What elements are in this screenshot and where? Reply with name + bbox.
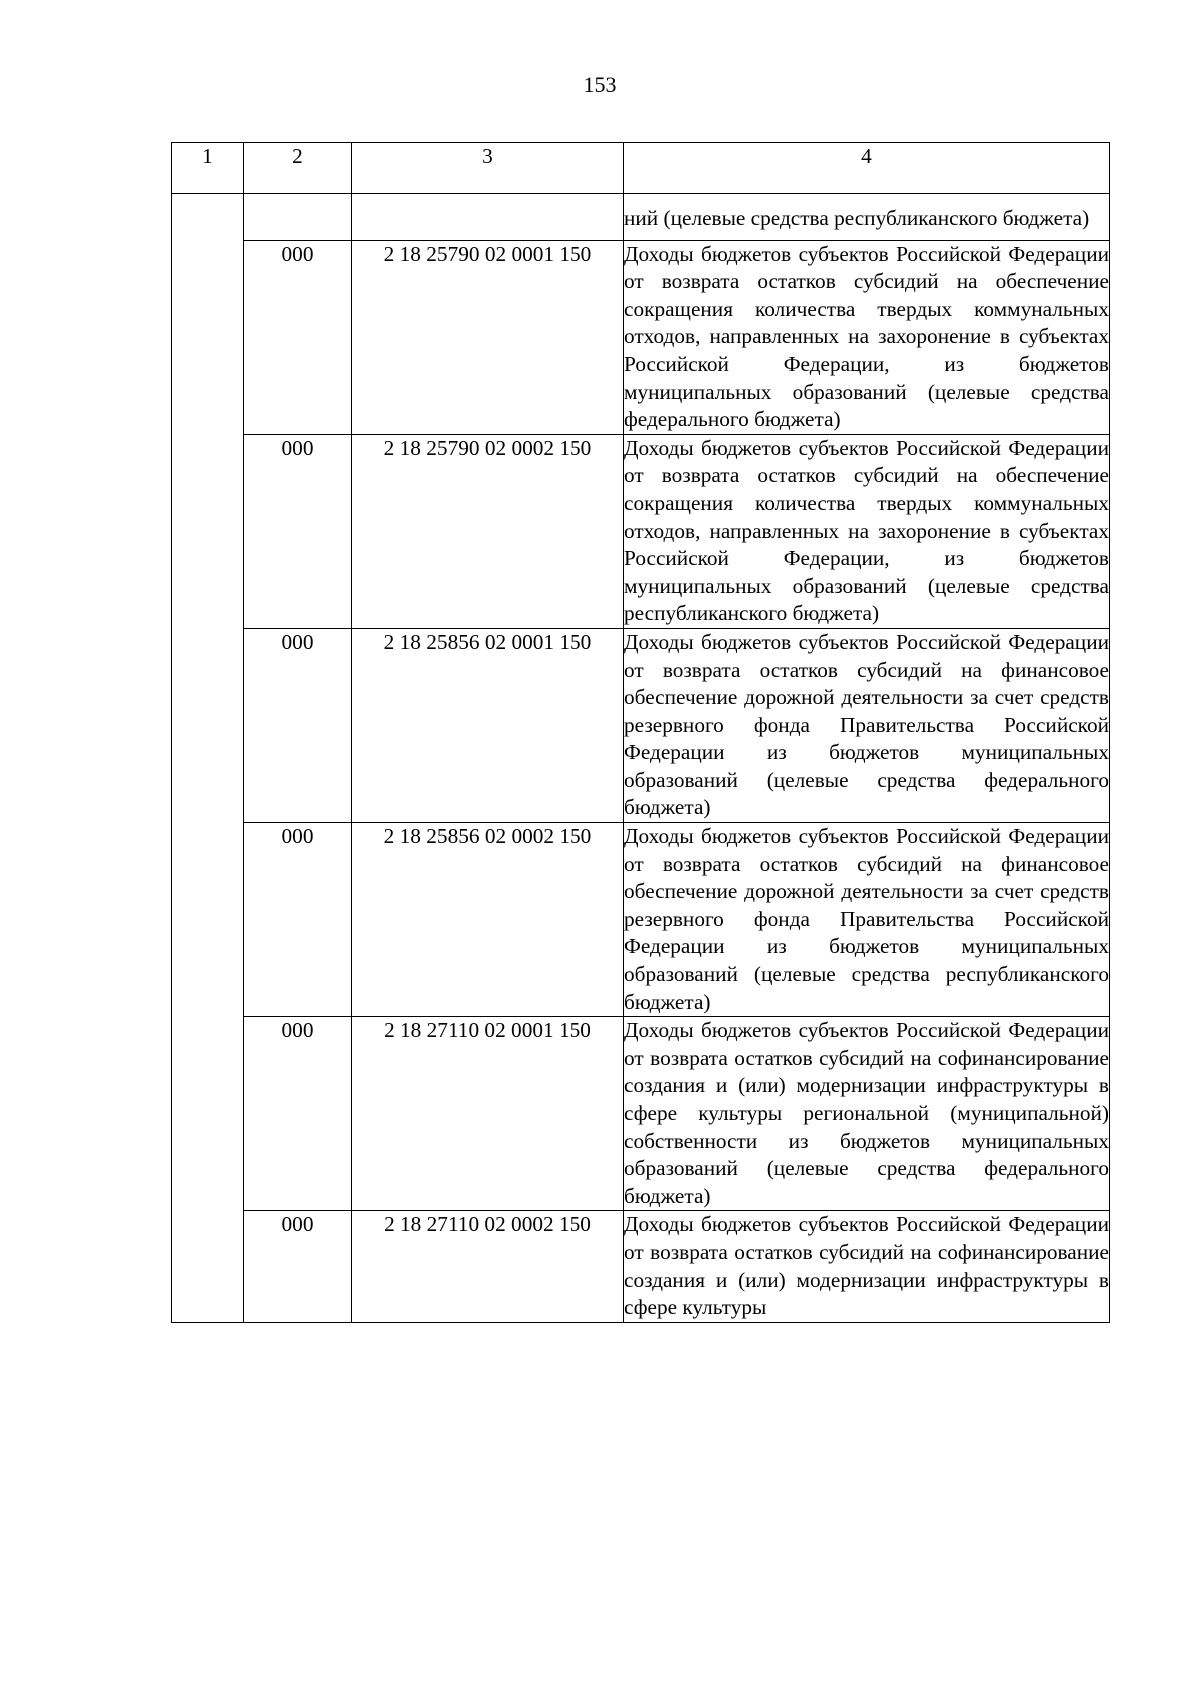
classification-code-cell: 2 18 27110 02 0002 150 <box>352 1211 624 1322</box>
admin-code-cell: 000 <box>244 823 352 1017</box>
column-header-4: 4 <box>624 143 1110 194</box>
description-cell: Доходы бюджетов субъектов Российской Федерации от возврата остатков субсидий на финансовое обеспечение дорожной деятельности за счет средств резервного фонда Правительства Российской Федерации из бюджетов муниципальных образований (целевые средства республиканского бюджета) <box>624 823 1110 1017</box>
description-cell: ний (целевые средства республиканского бюджета) <box>624 194 1110 241</box>
classification-code-cell: 2 18 25790 02 0001 150 <box>352 240 624 434</box>
table-row <box>172 823 1110 1017</box>
admin-code-cell: 000 <box>244 1211 352 1322</box>
admin-code-cell: 000 <box>244 240 352 434</box>
description-cell: Доходы бюджетов субъектов Российской Федерации от возврата остатков субсидий на софинансирование создания и (или) модернизации инфраструктуры в сфере культуры региональной (муниципальной) собственности из бюджетов муниципальных образований (целевые средства федерального бюджета) <box>624 1017 1110 1211</box>
budget-classification-table <box>171 142 1110 1323</box>
table-row <box>172 1211 1110 1322</box>
description-cell: Доходы бюджетов субъектов Российской Федерации от возврата остатков субсидий на финансовое обеспечение дорожной деятельности за счет средств резервного фонда Правительства Российской Федерации из бюджетов муниципальных образований (целевые средства федерального бюджета) <box>624 628 1110 822</box>
table-header <box>172 143 1110 194</box>
column-header-1: 1 <box>172 143 244 194</box>
admin-code-cell: 000 <box>244 434 352 628</box>
description-cell: Доходы бюджетов субъектов Российской Федерации от возврата остатков субсидий на софинансирование создания и (или) модернизации инфраструктуры в сфере культуры <box>624 1211 1110 1322</box>
admin-code-cell <box>244 194 352 241</box>
admin-code-cell: 000 <box>244 628 352 822</box>
table-row <box>172 628 1110 822</box>
table-row-continuation <box>172 194 1110 241</box>
page-number: 153 <box>583 72 617 97</box>
column-header-2: 2 <box>244 143 352 194</box>
table-row <box>172 434 1110 628</box>
admin-code-cell: 000 <box>244 1017 352 1211</box>
table-row <box>172 1017 1110 1211</box>
classification-code-cell: 2 18 25856 02 0002 150 <box>352 823 624 1017</box>
table-row <box>172 240 1110 434</box>
classification-code-cell: 2 18 25856 02 0001 150 <box>352 628 624 822</box>
classification-code-cell: 2 18 25790 02 0002 150 <box>352 434 624 628</box>
description-cell: Доходы бюджетов субъектов Российской Федерации от возврата остатков субсидий на обеспечение сокращения количества твердых коммунальных отходов, направленных на захоронение в субъектах Российской Федерации, из бюджетов муниципальных образований (целевые средства федерального бюджета) <box>624 240 1110 434</box>
classification-code-cell: 2 18 27110 02 0001 150 <box>352 1017 624 1211</box>
classification-code-cell <box>352 194 624 241</box>
description-cell: Доходы бюджетов субъектов Российской Федерации от возврата остатков субсидий на обеспечение сокращения количества твердых коммунальных отходов, направленных на захоронение в субъектах Российской Федерации, из бюджетов муниципальных образований (целевые средства республиканского бюджета) <box>624 434 1110 628</box>
column-header-3: 3 <box>352 143 624 194</box>
column-1-cell <box>172 194 244 1323</box>
